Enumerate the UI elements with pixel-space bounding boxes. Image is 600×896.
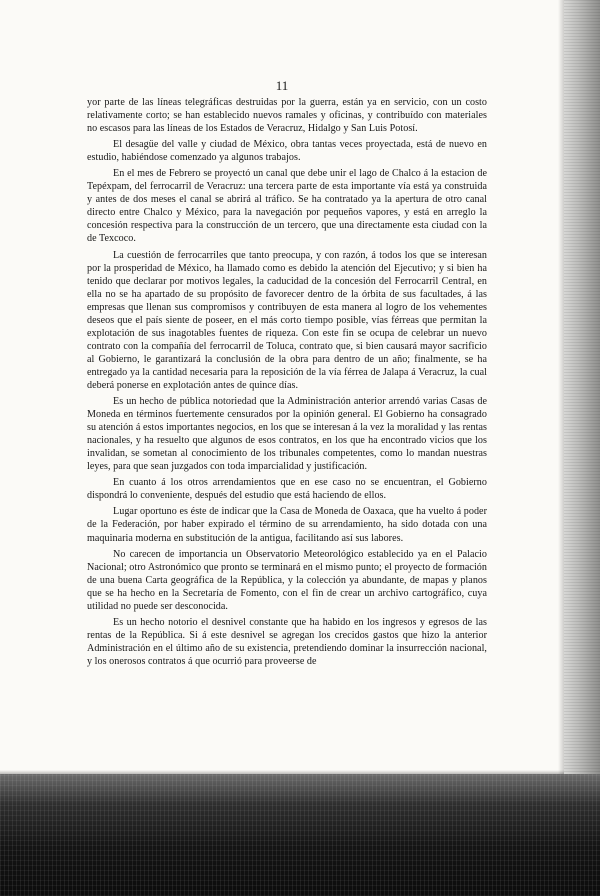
page-number: 11	[275, 78, 289, 93]
paragraph: Lugar oportuno es éste de indicar que la Casa de Moneda de Oaxaca, que ha vuelto á poder de la Federación, por haber expirado el término de su arrendamiento, ha sido dotada con una maquinaria moderna en substitución de la antigua, facilitando así sus labores.	[87, 506, 487, 544]
paragraph: yor parte de las líneas telegráficas destruidas por la guerra, están ya en servicio, con un costo relativamente corto; se han establecido nuevos ramales y oficinas, y contribuído con materiales no escasos para las líneas de los Estados de Veracruz, Hidalgo y San Luis Potosí.	[87, 97, 487, 135]
scan-border-bottom	[0, 774, 600, 896]
paragraph: El desagüe del valle y ciudad de México, obra tantas veces proyectada, está de nuevo en estudio, habiéndose comenzado ya algunos trabajos.	[87, 139, 487, 164]
paragraph: Es un hecho notorio el desnivel constante que ha habido en los ingresos y egresos de las rentas de la República. Si á este desnivel se agregan los crecidos gastos que hizo la anterior Administración en el último año de su existencia, pretendiendo dominar la insurrección nacional, y los onerosos contratos á que ocurrió para proveerse de	[87, 616, 487, 667]
paragraph: En cuanto á los otros arrendamientos que en ese caso no se encuentran, el Gobierno dispondrá lo conveniente, después del estudio que está haciendo de ellos.	[87, 477, 487, 502]
scan-border-right	[564, 0, 600, 896]
paragraph: En el mes de Febrero se proyectó un canal que debe unir el lago de Chalco á la estacion de Tepéxpam, del ferrocarril de Veracruz: una tercera parte de esta importante vía está ya construida y antes de dos meses el canal se abrirá al tráfico. Se ha contratado ya la apertura de otro canal directo entre Chalco y México, para la navegación por pequeños vapores, y está en arreglo la concesión respectiva para la construcción de un tercero, que una directamente esta ciudad con la de Texcoco.	[87, 168, 487, 245]
paragraph: Es un hecho de pública notoriedad que la Administración anterior arrendó varias Casas de Moneda en términos fuertemente censurados por la opinión general. El Gobierno ha consagrado su atención á estos importantes negocios, en los que se interesan á la vez la moralidad y las rentas nacionales, y ha resuelto que algunos de esos contratos, en los que ha encontrado vicios que los invalidan, se sometan al conocimiento de los tribunales competentes, como lo mandan nuestras leyes, para que sean juzgados con toda imparcialidad y justificación.	[87, 396, 487, 473]
paragraph: No carecen de importancia un Observatorio Meteorológico establecido ya en el Palacio Nacional; otro Astronómico que pronto se terminará en el mismo punto; el proyecto de formación de una buena Carta geográfica de la República, y la colección ya abundante, de mapas y planos que se ha hecho en la Secretaría de Fomento, con el fin de crear un archivo cartográfico, cuya utilidad no puede ser desconocida.	[87, 548, 487, 612]
paragraph: La cuestión de ferrocarriles que tanto preocupa, y con razón, á todos los que se interesan por la prosperidad de México, ha llamado como es debido la atención del Ejecutivo; y si bien ha tenido que declarar por motivos legales, la caducidad de la concesión del Ferrocarril Central, en ella no se ha apartado de su propósito de favorecer dentro de la órbita de sus facultades, á las empresas que llenan sus compromisos y contribuyen de esta manera al logro de los vehementes deseos que el país siente de poseer, en el más corto tiempo posible, vías férreas que permitan la explotación de sus inagotables fuentes de riqueza. Con este fin se ocupa de celebrar un nuevo contrato con la compañía del ferrocarril de Toluca, contrato que, si bien causará mayor sacrificio al Gobierno, le garantizará la conclusión de la obra para dentro de un año; finalmente, se ha entregado ya la cantidad necesaria para la reposición de la vía férrea de Jalapa á Veracruz, la cual deberá ponerse en explotación antes de quince días.	[87, 249, 487, 391]
body-text	[87, 96, 487, 671]
